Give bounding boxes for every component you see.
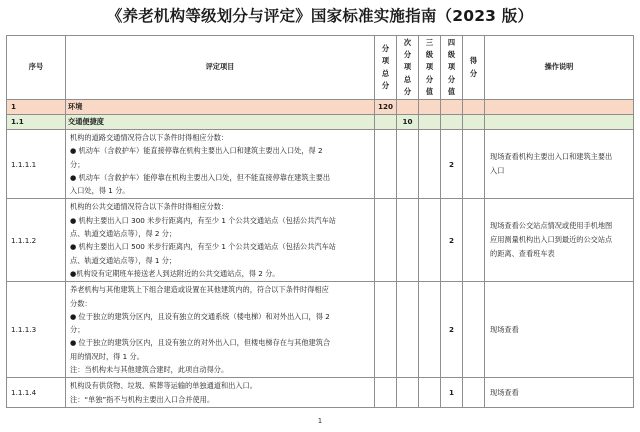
page-number: 1 [317,417,323,425]
row-code: 1.1.1.2 [7,199,66,282]
row-description: 机构的公共交通情况符合以下条件时得相应分数： ● 机构主要出入口 300 米步行距离内，有至少 1 个公共交通站点（包括公共汽车站 点、轨道交通站点等），得 2 分； ● 机构主要出入口 500 米步行距离内，有至少 1 个公共交通站点（包括公共汽车站 点、轨道交通站点等），得 1 分； ●机构设有定期班车接送老人到达附近的公共交通站点，得 2 分。 [66,199,375,282]
header-score-total: 分 项 总 分 [375,36,397,100]
row-code: 1.1.1.3 [7,282,66,378]
header-note: 操作说明 [485,36,634,100]
header-item: 评定项目 [66,36,375,100]
header-level4: 四 级 项 分 值 [441,36,463,100]
subsection-code: 1.1 [7,115,66,130]
section-name: 环境 [66,100,375,115]
subsection-row [7,115,634,130]
header-seq: 序号 [7,36,66,100]
row-code: 1.1.1.4 [7,378,66,408]
row-description: 养老机构与其他建筑上下组合建造或设置在其他建筑内的，符合以下条件时得相应 分数： ● 位于独立的建筑分区内，且设有独立的交通系统（楼电梯）和对外出入口，得 2 分； ● 位于独立的建筑分区内，且设有独立的对外出入口，但楼电梯存在与其他建筑合 用的情况时，得 1 分。 注：当机构未与其他建筑合建时，此项自动得分。 [66,282,375,378]
header-level3: 三 级 项 分 值 [419,36,441,100]
table-row [7,130,634,199]
subsection-name: 交通便捷度 [66,115,375,130]
table-row [7,378,634,408]
row-level4-score: 1 [441,378,463,408]
subsection-score: 10 [397,115,419,130]
evaluation-table [6,35,634,408]
row-note: 现场查看公交站点情况或使用手机地图 应用测量机构出入口到最近的公交站点 的距离、查看班车表 [485,199,634,282]
row-code: 1.1.1.1 [7,130,66,199]
section-row [7,100,634,115]
table-header-row [7,36,634,100]
row-note: 现场查看机构主要出入口和建筑主要出 入口 [485,130,634,199]
section-score: 120 [375,100,397,115]
header-sub-total: 次 分 项 总 分 [397,36,419,100]
row-note: 现场查看 [485,378,634,408]
header-score: 得 分 [463,36,485,100]
row-description: 机构的道路交通情况符合以下条件时得相应分数： ● 机动车（含救护车）能直接停靠在机构主要出入口和建筑主要出入口处，得 2 分； ● 机动车（含救护车）能停靠在机构主要出入口处，但不能直接停靠在建筑主要出 入口处，得 1 分。 [66,130,375,199]
row-description: 机构设有供货物、垃圾、殡葬等运输的单独通道和出入口。 注：“单独”指不与机构主要出入口合并使用。 [66,378,375,408]
section-code: 1 [7,100,66,115]
row-level4-score: 2 [441,199,463,282]
row-level4-score: 2 [441,130,463,199]
table-row [7,199,634,282]
row-level4-score: 2 [441,282,463,378]
table-row [7,282,634,378]
row-note: 现场查看 [485,282,634,378]
document-title: 《养老机构等级划分与评定》国家标准实施指南（2023 版） [106,7,534,25]
